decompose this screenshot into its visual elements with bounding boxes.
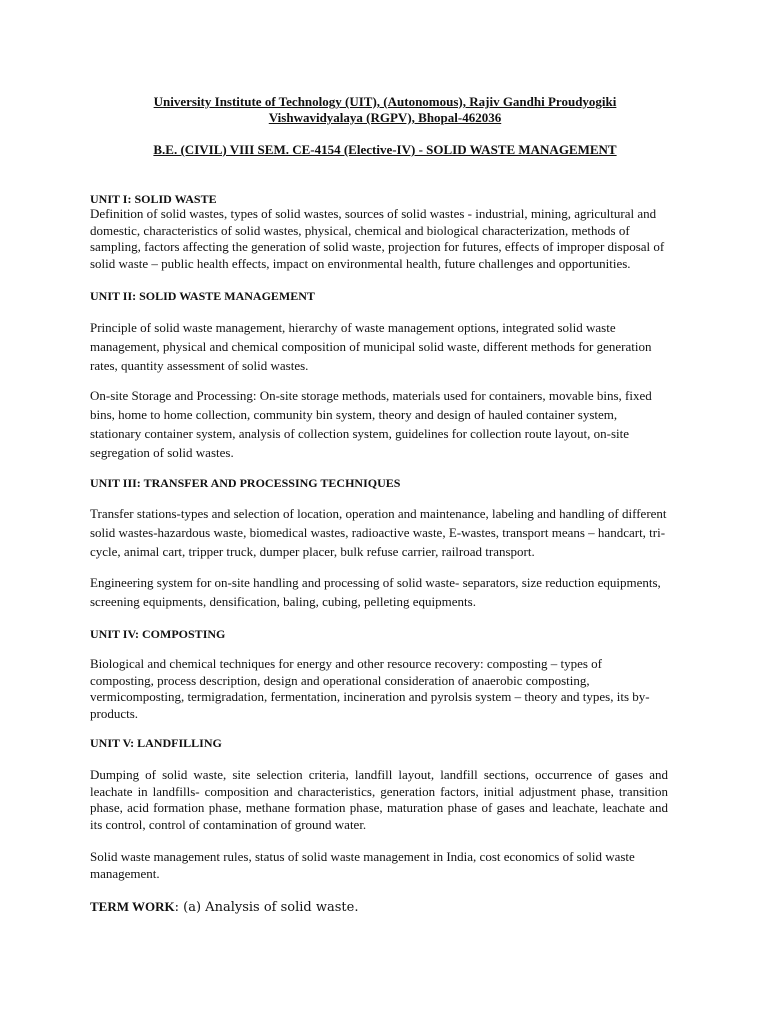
unit-3-text-1: Transfer stations-types and selection of location, operation and maintenance, labeling and handling of different solid wastes-hazardous waste, biomedical wastes, radioactive waste, E-wastes, transport means – handcart, tri-cycle, animal cart, tripper truck, dumper placer, bulk refuse carrier, railroad transport. [90, 506, 667, 559]
unit-3-text-2: Engineering system for on-site handling and processing of solid waste- separators, size reduction equipments, screening equipments, densification, baling, cubing, pelleting equipments. [90, 575, 661, 609]
term-work-label: TERM WORK [90, 899, 175, 914]
course-title: B.E. (CIVIL) VIII SEM. CE-4154 (Elective-IV) - SOLID WASTE MANAGEMENT [153, 142, 617, 157]
unit-3-heading: UNIT III: TRANSFER AND PROCESSING TECHNIQUES [90, 476, 401, 490]
unit-4-heading: UNIT IV: COMPOSTING [90, 627, 226, 641]
unit-5-heading: UNIT V: LANDFILLING [90, 736, 222, 750]
unit-2-text-1: Principle of solid waste management, hierarchy of waste management options, integrated solid waste management, physical and chemical composition of municipal solid waste, different methods for generation rates, quantity assessment of solid wastes. [90, 320, 652, 373]
unit-2-heading: UNIT II: SOLID WASTE MANAGEMENT [90, 289, 315, 303]
institution-heading [90, 94, 680, 126]
term-work [90, 899, 668, 917]
institution-line-1: University Institute of Technology (UIT), (Autonomous), Rajiv Gandhi Proudyogiki [153, 94, 617, 109]
institution-line-2: Vishwavidyalaya (RGPV), Bhopal-462036 [268, 110, 502, 125]
unit-5-text-2: Solid waste management rules, status of solid waste management in India, cost economics of solid waste management. [90, 849, 635, 881]
term-work-text: : (a) Analysis of solid waste. [174, 900, 359, 915]
unit-2-text-2: On-site Storage and Processing: On-site storage methods, materials used for containers, movable bins, fixed bins, home to home collection, community bin system, theory and design of hauled container system, stationary container system, analysis of collection system, guidelines for collection route layout, on-site segregation of solid wastes. [90, 388, 652, 460]
unit-1-text: Definition of solid wastes, types of solid wastes, sources of solid wastes - industrial, mining, agricultural and domestic, characteristics of solid wastes, physical, chemical and biological characterization, methods of sampling, factors affecting the generation of solid waste, projection for futures, effects of improper disposal of solid waste – public health effects, impact on environmental health, future challenges and opportunities. [90, 206, 665, 271]
unit-5-text-1: Dumping of solid waste, site selection criteria, landfill layout, landfill sections, occurrence of gases and leachate in landfills- composition and characteristics, generation factors, initial adjustment phase, transition phase, acid formation phase, methane formation phase, maturation phase of gases and leachate, leachate and its control, control of contamination of ground water. [90, 767, 668, 832]
unit-1-heading: UNIT I: SOLID WASTE [90, 192, 217, 206]
unit-4-text: Biological and chemical techniques for energy and other resource recovery: composting – types of composting, process description, design and operational consideration of anaerobic composting, vermicomposting, termigradation, fermentation, incineration and pyrolsis system – theory and types, its by-products. [90, 656, 650, 721]
